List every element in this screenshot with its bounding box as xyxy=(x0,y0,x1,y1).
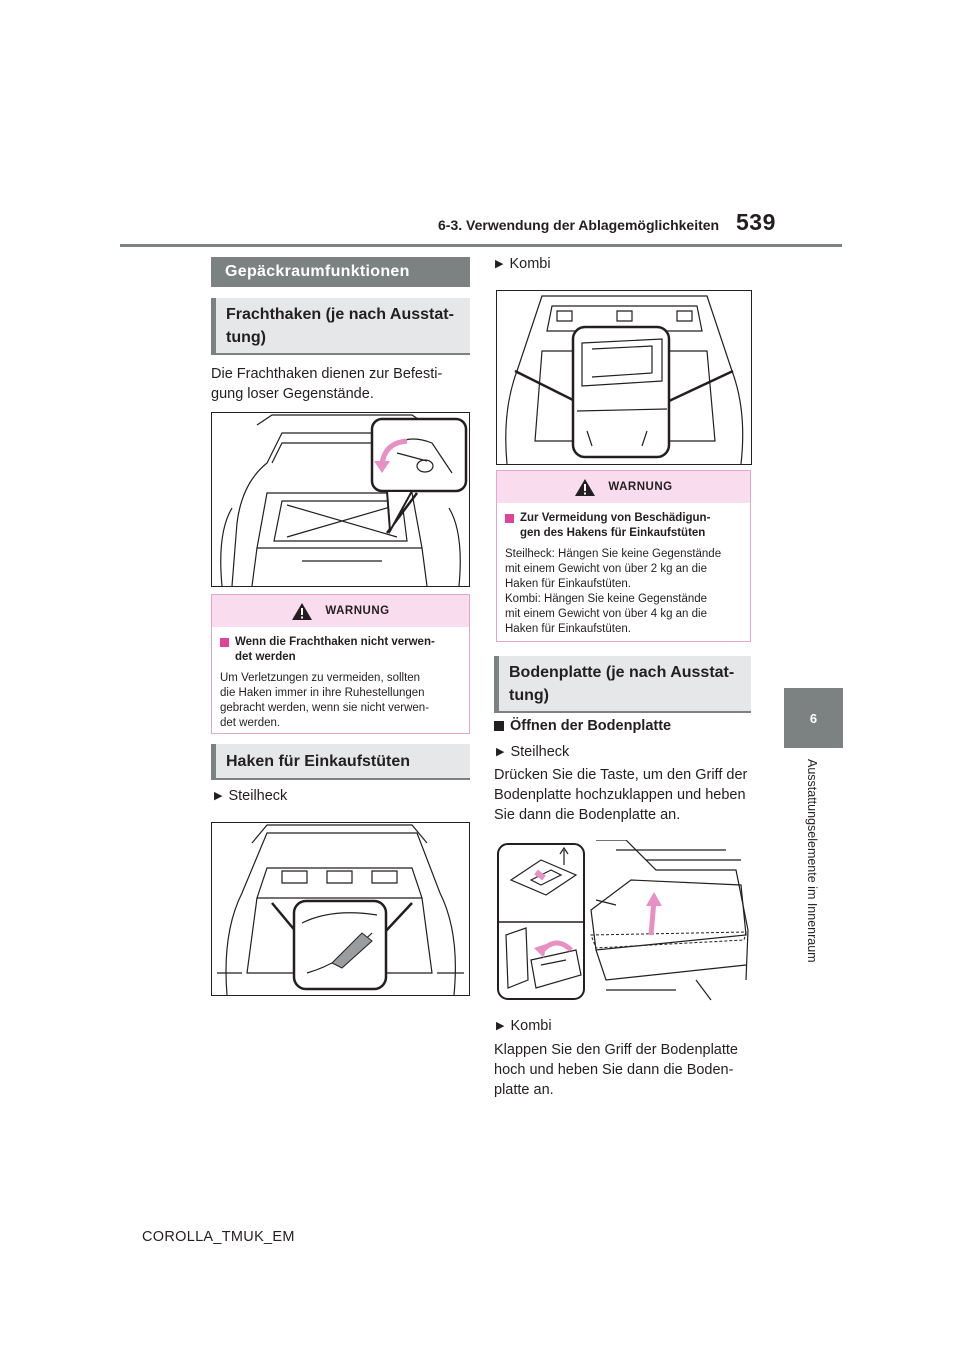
intro-line-1: Die Frachthaken dienen zur Befesti- xyxy=(211,366,443,382)
warning-triangle-icon xyxy=(574,478,596,497)
bullet-steilheck-left-text: Steilheck xyxy=(228,788,288,804)
open-floor-heading-text: Öffnen der Bodenplatte xyxy=(510,718,672,734)
illustration-shopping-hook-kombi xyxy=(496,290,752,465)
chapter-tab-title xyxy=(803,759,823,1059)
warning-triangle-icon xyxy=(291,602,313,621)
kombi-line-2: hoch und heben Sie dann die Boden- xyxy=(494,1062,734,1078)
floor-board-drawing xyxy=(496,840,750,1012)
warning-text: Um Verletzungen zu vermeiden, sollten die Haken immer in ihre Ruhestellungen gebracht werden, wenn sie nicht verwen- det werden. xyxy=(220,672,430,729)
warning-title: WARNUNG xyxy=(325,605,390,617)
footer-doc-code: COROLLA_TMUK_EM xyxy=(142,1229,295,1245)
warning-box-einkaufstueten xyxy=(496,470,751,642)
open-floor-heading xyxy=(494,716,671,736)
bullet-steilheck-right xyxy=(496,742,569,762)
subheading-frachthaken-line2: tung) xyxy=(226,328,266,346)
kombi-instructions xyxy=(494,1040,738,1100)
bullet-kombi-right-2 xyxy=(496,1016,552,1036)
running-header: 6-3. Verwendung der Ablagemöglichkeiten xyxy=(438,217,720,233)
subheading-frachthaken xyxy=(211,298,470,355)
warning-sub-line-1: Wenn die Frachthaken nicht verwen- xyxy=(235,636,435,648)
chapter-tab: 6 xyxy=(784,688,843,748)
intro-paragraph xyxy=(211,364,442,404)
warning-text: Steilheck: Hängen Sie keine Gegenstände mit einem Gewicht von über 2 kg an die Haken für Einkaufstüten. Kombi: Hängen Sie keine Gegenstände mit einem Gewicht von über 4 kg an die Haken für Einkaufstüten. xyxy=(505,548,722,635)
warning-title: WARNUNG xyxy=(608,481,673,493)
subheading-bodenplatte xyxy=(494,656,751,713)
kombi-line-1: Klappen Sie den Griff der Bodenplatte xyxy=(494,1042,738,1058)
shopping-hook-steilheck-drawing xyxy=(212,823,469,995)
kombi-line-3: platte an. xyxy=(494,1082,554,1098)
warning-sub-line-1: Zur Vermeidung von Beschädigun- xyxy=(520,512,711,524)
warning-header xyxy=(212,595,469,627)
illustration-cargo-hooks xyxy=(211,412,470,587)
warning-bullet-square xyxy=(220,638,229,647)
cargo-hooks-drawing xyxy=(212,413,469,586)
page-number: 539 xyxy=(736,209,776,235)
bullet-triangle-icon: ▶ xyxy=(214,790,223,802)
illustration-floor-board xyxy=(496,840,750,1012)
bullet-steilheck-right-text: Steilheck xyxy=(510,744,570,760)
subheading-frachthaken-line1: Frachthaken (je nach Ausstat- xyxy=(226,305,454,323)
steilheck-line-3: Sie dann die Bodenplatte an. xyxy=(494,807,681,823)
subheading-bodenplatte-line1: Bodenplatte (je nach Ausstat- xyxy=(509,663,735,681)
warning-box-frachthaken xyxy=(211,594,470,734)
warning-sub-line-2: gen des Hakens für Einkaufstüten xyxy=(520,527,706,539)
bullet-steilheck-left xyxy=(214,786,287,806)
shopping-hook-kombi-drawing xyxy=(497,291,751,464)
bullet-kombi-right-1 xyxy=(495,254,551,274)
section-heading-gepaeck: Gepäckraumfunktionen xyxy=(211,257,470,287)
bullet-triangle-icon: ▶ xyxy=(495,258,504,270)
steilheck-line-1: Drücken Sie die Taste, um den Griff der xyxy=(494,767,748,783)
bullet-square-icon xyxy=(494,721,504,731)
bullet-kombi-text-1: Kombi xyxy=(509,256,551,272)
header-rule xyxy=(120,244,842,247)
warning-subheading xyxy=(220,635,461,665)
illustration-shopping-hook-steilheck xyxy=(211,822,470,996)
subheading-einkaufstueten: Haken für Einkaufstüten xyxy=(211,744,470,780)
subheading-bodenplatte-line2: tung) xyxy=(509,686,549,704)
warning-subheading xyxy=(505,511,742,541)
intro-line-2: gung loser Gegenstände. xyxy=(211,386,374,402)
warning-sub-line-2: det werden xyxy=(235,651,296,663)
chapter-title-text: Ausstattungselemente im Innenraum xyxy=(805,759,819,963)
steilheck-instructions xyxy=(494,765,747,825)
bullet-triangle-icon: ▶ xyxy=(496,1020,505,1032)
warning-bullet-square xyxy=(505,514,514,523)
bullet-kombi-text-2: Kombi xyxy=(510,1018,552,1034)
steilheck-line-2: Bodenplatte hochzuklappen und heben xyxy=(494,787,746,803)
warning-header xyxy=(497,471,750,503)
bullet-triangle-icon: ▶ xyxy=(496,746,505,758)
